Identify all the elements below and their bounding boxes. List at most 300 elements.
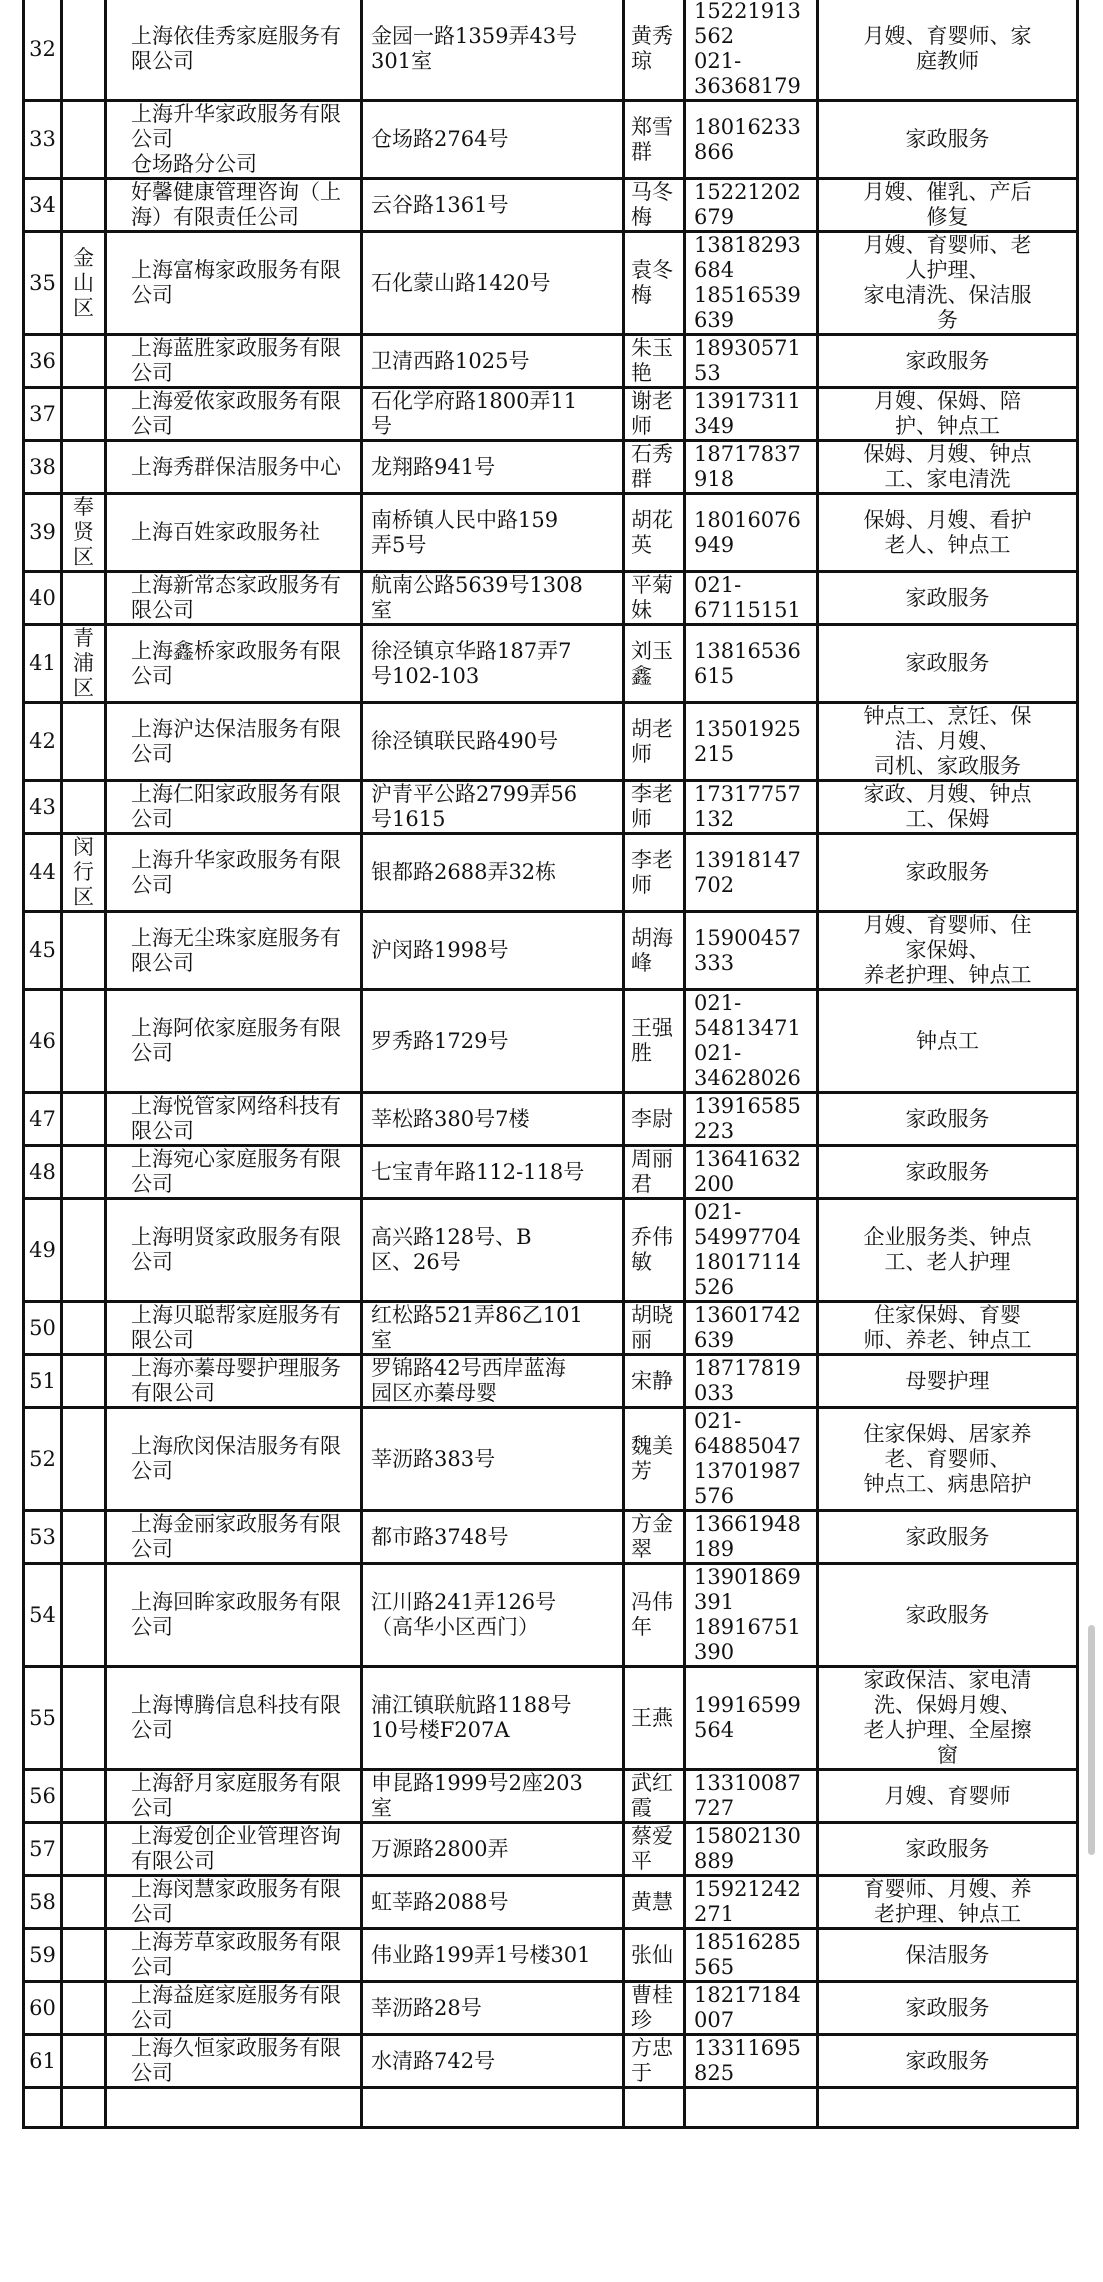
cell-address-line: 卫清西路1025号 [371,348,530,373]
cell-contact-line: 李老 [631,847,673,872]
cell-address-line: 申昆路1999号2座203 [371,1771,583,1795]
cell-company-line: 上海升华家政服务有限 [131,847,341,872]
cell-contact [624,1302,685,1355]
table-row [24,179,1078,232]
cell-phone [685,1146,818,1199]
cell-contact-line: 胜 [631,1041,652,1065]
cell-phone [685,101,818,179]
cell-contact [624,232,685,335]
cell-services-line: 家政、月嫂、钟点 [863,782,1032,806]
cell-services-line: 钟点工、烹饪、保 [863,704,1032,728]
cell-services [818,625,1078,703]
cell-company-line: 公司 [131,1796,173,1820]
cell-contact [624,1511,685,1564]
cell-number [24,703,62,781]
cell-contact [624,1355,685,1408]
cell-services [818,1093,1078,1146]
cell-phone-line: 13310087727 [694,1771,801,1820]
cell-company-line: 上海宛心家庭服务有限 [131,1147,341,1171]
cell-phone [685,1511,818,1564]
cell-number-text: 35 [29,270,56,295]
cell-company [106,912,362,990]
cell-services-line: 洗、保姆月嫂、 [874,1693,1021,1717]
cell-address-line: 徐泾镇京华路187弄7 [371,638,572,663]
cell-company-line: 限公司 [131,1328,194,1352]
cell-contact-line: 马冬 [631,180,673,204]
cell-phone [685,494,818,572]
cell-phone [685,2035,818,2088]
cell-company-line: 公司 [131,1615,173,1639]
cell-services-line: 司机、家政服务 [874,754,1021,778]
cell-services [818,232,1078,335]
cell-address-line: 沪青平公路2799弄56 [371,782,578,806]
cell-services-line: 月嫂、催乳、产后 [863,180,1032,204]
cell-number [24,1199,62,1302]
cell-number-text: 59 [29,1942,56,1967]
cell-phone [685,1823,818,1876]
cell-contact [624,1564,685,1667]
cell-services-line: 务 [937,308,958,332]
cell-contact-line: 君 [631,1172,652,1196]
cell-address-line: 江川路241弄126号 [371,1590,557,1614]
cell-number [24,1511,62,1564]
cell-contact-line: 师 [631,872,652,897]
cell-company [106,1929,362,1982]
cell-phone-line: 13918147702 [694,847,801,897]
cell-address-line: 莘沥路28号 [371,1995,482,2020]
cell-services [818,1146,1078,1199]
cell-district [62,781,106,834]
cell-contact-line: 珍 [631,2008,652,2032]
cell-contact-line: 群 [631,467,652,491]
cell-services-line: 家政服务 [905,348,990,373]
cell-services [818,494,1078,572]
table-row [24,1355,1078,1408]
cell-contact-line: 师 [631,741,652,766]
cell-services [818,572,1078,625]
cell-contact-line: 师 [631,807,652,831]
scrollbar-thumb[interactable] [1088,1625,1095,1855]
cell-phone [685,834,818,912]
cell-services [818,1770,1078,1823]
cell-phone-line: 18016233866 [694,114,801,164]
cell-services-line: 家电清洗、保洁服 [863,283,1032,307]
cell-services [818,1511,1078,1564]
cell-number [24,990,62,1093]
cell-services-line: 保洁服务 [905,1942,990,1967]
cell-number-text: 36 [29,348,56,373]
cell-services-line: 家政服务 [905,1836,990,1861]
cell-company [106,494,362,572]
cell-contact-line: 张仙 [631,1942,673,1967]
cell-address [362,232,624,335]
cell-district [62,2035,106,2088]
cell-company-line: 公司 [131,1537,173,1561]
cell-address-line: 七宝青年路112-118号 [371,1159,585,1184]
cell-address-line: （高华小区西门） [371,1615,539,1639]
cell-number-text: 46 [29,1028,56,1053]
cell-services [818,2035,1078,2088]
cell-phone-line: 18516539639 [694,283,801,332]
cell-number [24,1408,62,1511]
cell-contact-line: 谢老 [631,389,673,413]
table-row [24,441,1078,494]
table-body [24,0,1078,2128]
cell-contact-line: 梅 [631,283,652,307]
cell-address [362,990,624,1093]
cell-district [62,990,106,1093]
cell-district [62,1929,106,1982]
cell-company-line: 公司 [131,2061,173,2085]
cell-district [62,834,106,912]
cell-services-line: 师、养老、钟点工 [863,1328,1032,1352]
cell-contact [624,101,685,179]
cell-phone [685,781,818,834]
cell-address [362,441,624,494]
cell-number [24,494,62,572]
table-row [24,1146,1078,1199]
cell-contact-line: 黄秀 [631,24,673,48]
cell-contact-line: 翠 [631,1537,652,1561]
cell-company-line: 公司 [131,2008,173,2032]
cell-company-line: 上海富梅家政服务有限 [131,258,341,282]
cell-address [362,781,624,834]
cell-number-text: 40 [29,585,56,610]
cell-number [24,1823,62,1876]
cell-district-line: 青浦 [73,626,94,675]
table-row [24,1511,1078,1564]
cell-number [24,781,62,834]
table-row [24,1199,1078,1302]
cell-address-line: 浦江镇联航路1188号 [371,1693,572,1717]
cell-address-line: 航南公路5639号1308 [371,573,583,597]
cell-contact-line: 周丽 [631,1147,673,1171]
cell-address-line: 301室 [371,49,433,73]
cell-number [24,834,62,912]
cell-company-line: 限公司 [131,1119,194,1143]
cell-number-text: 52 [29,1446,56,1471]
cell-phone-line: 13916585223 [694,1094,801,1143]
cell-contact-line: 魏美 [631,1434,673,1458]
cell-company [106,388,362,441]
cell-contact-line: 朱玉 [631,336,673,360]
cell-services [818,1929,1078,1982]
cell-number [24,1146,62,1199]
cell-contact [624,388,685,441]
cell-company [106,1667,362,1770]
cell-services [818,101,1078,179]
cell-phone-line: 13311695825 [694,2036,801,2085]
cell-contact [624,834,685,912]
cell-company-line: 有限公司 [131,1849,215,1873]
cell-phone-line: 13818293684 [694,233,801,282]
cell-company-line: 公司 [131,741,173,766]
cell-contact [624,1199,685,1302]
cell-address-line: 号1615 [371,807,446,831]
cell-district [62,1355,106,1408]
cell-number-text: 50 [29,1315,56,1340]
cell-address [362,1199,624,1302]
cell-district [62,2088,106,2128]
cell-number [24,2088,62,2128]
cell-address-line: 金园一路1359弄43号 [371,24,578,48]
cell-district [62,1823,106,1876]
cell-phone [685,1408,818,1511]
cell-address [362,179,624,232]
cell-contact-line: 方忠 [631,2036,673,2060]
cell-number [24,1355,62,1408]
cell-district [62,0,106,101]
cell-contact [624,494,685,572]
cell-number [24,1093,62,1146]
cell-address-line: 罗秀路1729号 [371,1028,509,1053]
cell-address [362,1982,624,2035]
cell-company-line: 上海爱创企业管理咨询 [131,1824,341,1848]
cell-company [106,1564,362,1667]
cell-services-line: 家政服务 [905,127,990,151]
cell-contact-line: 霞 [631,1796,652,1820]
cell-company [106,1199,362,1302]
cell-number [24,335,62,388]
cell-services-line: 钟点工 [916,1028,979,1053]
cell-address-line: 南桥镇人民中路159 [371,507,559,532]
cell-number-text: 61 [29,2048,56,2073]
cell-number-text: 32 [29,36,56,61]
cell-address [362,1876,624,1929]
cell-company-line: 上海益庭家庭服务有限 [131,1983,341,2007]
cell-contact [624,1876,685,1929]
cell-services-line: 母婴护理 [905,1368,990,1393]
cell-services [818,1355,1078,1408]
cell-phone-line: 15802130889 [694,1824,801,1873]
cell-contact [624,1093,685,1146]
cell-phone-line: 13601742639 [694,1303,801,1352]
cell-number [24,441,62,494]
table-row [24,1667,1078,1770]
cell-services [818,1982,1078,2035]
cell-number [24,1876,62,1929]
cell-company [106,572,362,625]
cell-district-line: 区 [73,676,94,700]
cell-phone-line: 18916751390 [694,1615,801,1664]
cell-contact [624,703,685,781]
cell-phone-line: 021- [694,573,742,597]
cell-services [818,179,1078,232]
cell-contact [624,2088,685,2128]
cell-address-line: 万源路2800弄 [371,1836,509,1861]
cell-company-line: 公司 [131,1172,173,1196]
cell-phone [685,1355,818,1408]
cell-contact-line: 群 [631,139,652,164]
cell-services-line: 月嫂、育婴师、住 [863,913,1032,937]
cell-company-line: 上海贝聪帮家庭服务有 [131,1303,341,1327]
cell-district [62,1564,106,1667]
cell-company-line: 上海舒月家庭服务有限 [131,1771,341,1795]
cell-company [106,625,362,703]
cell-phone [685,1929,818,1982]
cell-contact-line: 丽 [631,1328,652,1352]
cell-company-line: 上海新常态家政服务有 [131,573,341,597]
cell-number-text: 41 [29,651,56,675]
cell-contact [624,1146,685,1199]
cell-contact [624,441,685,494]
table-row [24,388,1078,441]
cell-company-line: 限公司 [131,950,194,975]
cell-services-line: 老护理、钟点工 [874,1902,1021,1926]
cell-company [106,1823,362,1876]
cell-contact-line: 鑫 [631,663,652,688]
cell-services-line: 月嫂、育婴师、家 [863,24,1032,48]
cell-contact [624,990,685,1093]
cell-district [62,388,106,441]
cell-address [362,2035,624,2088]
cell-company-line: 公司 [131,1902,173,1926]
cell-address-line: 沪闵路1998号 [371,938,509,962]
cell-company-line: 上海阿依家庭服务有限 [131,1016,341,1040]
cell-services-line: 护、钟点工 [895,414,1000,438]
cell-services [818,1302,1078,1355]
cell-number-text: 38 [29,454,56,479]
cell-district [62,335,106,388]
cell-contact [624,1929,685,1982]
cell-services-line: 人护理、 [905,258,990,282]
cell-services-line: 钟点工、病患陪护 [863,1471,1032,1496]
cell-phone-line: 13816536615 [694,638,801,688]
cell-district-line: 奉贤 [73,495,94,544]
cell-district [62,1770,106,1823]
cell-contact [624,625,685,703]
cell-phone-line: 36368179 [694,74,801,98]
cell-address [362,335,624,388]
cell-company [106,335,362,388]
cell-contact [624,912,685,990]
cell-contact-line: 胡晓 [631,1303,673,1327]
table-row [24,232,1078,335]
cell-district [62,703,106,781]
cell-company [106,1511,362,1564]
cell-company-line: 上海仁阳家政服务有限 [131,782,341,806]
cell-number [24,101,62,179]
cell-district [62,1146,106,1199]
cell-district [62,1302,106,1355]
cell-phone [685,572,818,625]
table-row [24,1770,1078,1823]
cell-phone-line: 021- [694,49,742,73]
cell-phone-line: 1893057153 [694,336,801,385]
cell-number-text: 51 [29,1368,56,1393]
cell-number [24,1302,62,1355]
cell-number-text: 42 [29,729,56,753]
cell-address [362,494,624,572]
cell-services [818,1408,1078,1511]
cell-services-line: 育婴师、月嫂、养 [863,1877,1032,1901]
cell-district [62,1408,106,1511]
table-row [24,834,1078,912]
cell-services-line: 洁、月嫂、 [895,729,1000,753]
cell-contact-line: 英 [631,532,652,557]
cell-company-line: 公司 [131,807,173,831]
cell-phone [685,1667,818,1770]
cell-company-line: 海）有限责任公司 [131,205,299,229]
cell-phone-line: 13661948189 [694,1512,801,1561]
cell-contact-line: 李老 [631,782,673,806]
cell-phone-line: 13641632200 [694,1147,801,1196]
cell-contact-line: 梅 [631,205,652,229]
cell-phone [685,1876,818,1929]
cell-contact-line: 艳 [631,361,652,385]
cell-services-line: 家政服务 [905,1106,990,1131]
table-row [24,335,1078,388]
cell-address [362,1355,624,1408]
cell-phone-line: 15221913562 [694,0,801,48]
cell-company-line: 上海久恒家政服务有限 [131,2036,341,2060]
cell-services-line: 住家保姆、居家养 [863,1421,1032,1446]
cell-address [362,1770,624,1823]
cell-services [818,1876,1078,1929]
cell-phone-line: 18717819033 [694,1356,801,1405]
cell-phone [685,388,818,441]
cell-company-line: 公司 [131,361,173,385]
cell-address-line: 园区亦蓁母婴 [371,1381,497,1405]
cell-address [362,1302,624,1355]
cell-phone [685,1093,818,1146]
cell-services [818,781,1078,834]
cell-company [106,2088,362,2128]
cell-district-line: 金山 [73,245,94,295]
cell-services-line: 家政服务 [905,860,990,884]
cell-contact-line: 方金 [631,1512,673,1536]
cell-services [818,1199,1078,1302]
cell-company-line: 上海依佳秀家庭服务有 [131,24,341,48]
table-row [24,494,1078,572]
table-row [24,2088,1078,2128]
cell-contact [624,1982,685,2035]
cell-company-line: 限公司 [131,598,194,622]
cell-contact-line: 武红 [631,1771,673,1795]
table-row [24,1408,1078,1511]
cell-district [62,441,106,494]
cell-number [24,1929,62,1982]
cell-contact-line: 芳 [631,1459,652,1483]
cell-district [62,572,106,625]
cell-services [818,834,1078,912]
cell-address [362,1093,624,1146]
cell-company-line: 上海金丽家政服务有限 [131,1512,341,1536]
cell-address-line: 都市路3748号 [371,1524,509,1549]
cell-phone-line: 15900457333 [694,925,801,975]
table-row [24,1982,1078,2035]
cell-district [62,1199,106,1302]
cell-company-line: 上海欣闵保洁服务有限 [131,1434,341,1458]
cell-phone-line: 13901869391 [694,1565,801,1614]
cell-services-line: 家政服务 [905,1524,990,1549]
cell-address [362,572,624,625]
cell-phone-line: 19916599564 [694,1693,801,1742]
cell-phone [685,703,818,781]
cell-number-text: 56 [29,1783,56,1808]
cell-address-line: 水清路742号 [371,2048,496,2073]
cell-number-text: 37 [29,401,56,426]
cell-services-line: 修复 [926,205,969,229]
cell-company-line: 上海鑫桥家政服务有限 [131,638,341,663]
table-row [24,1302,1078,1355]
cell-phone-line: 18016076949 [694,507,801,557]
cell-address-line: 徐泾镇联民路490号 [371,729,559,753]
cell-district [62,1982,106,2035]
cell-company-line: 公司 [131,1718,173,1742]
cell-address [362,1408,624,1511]
cell-contact-line: 胡老 [631,716,673,741]
